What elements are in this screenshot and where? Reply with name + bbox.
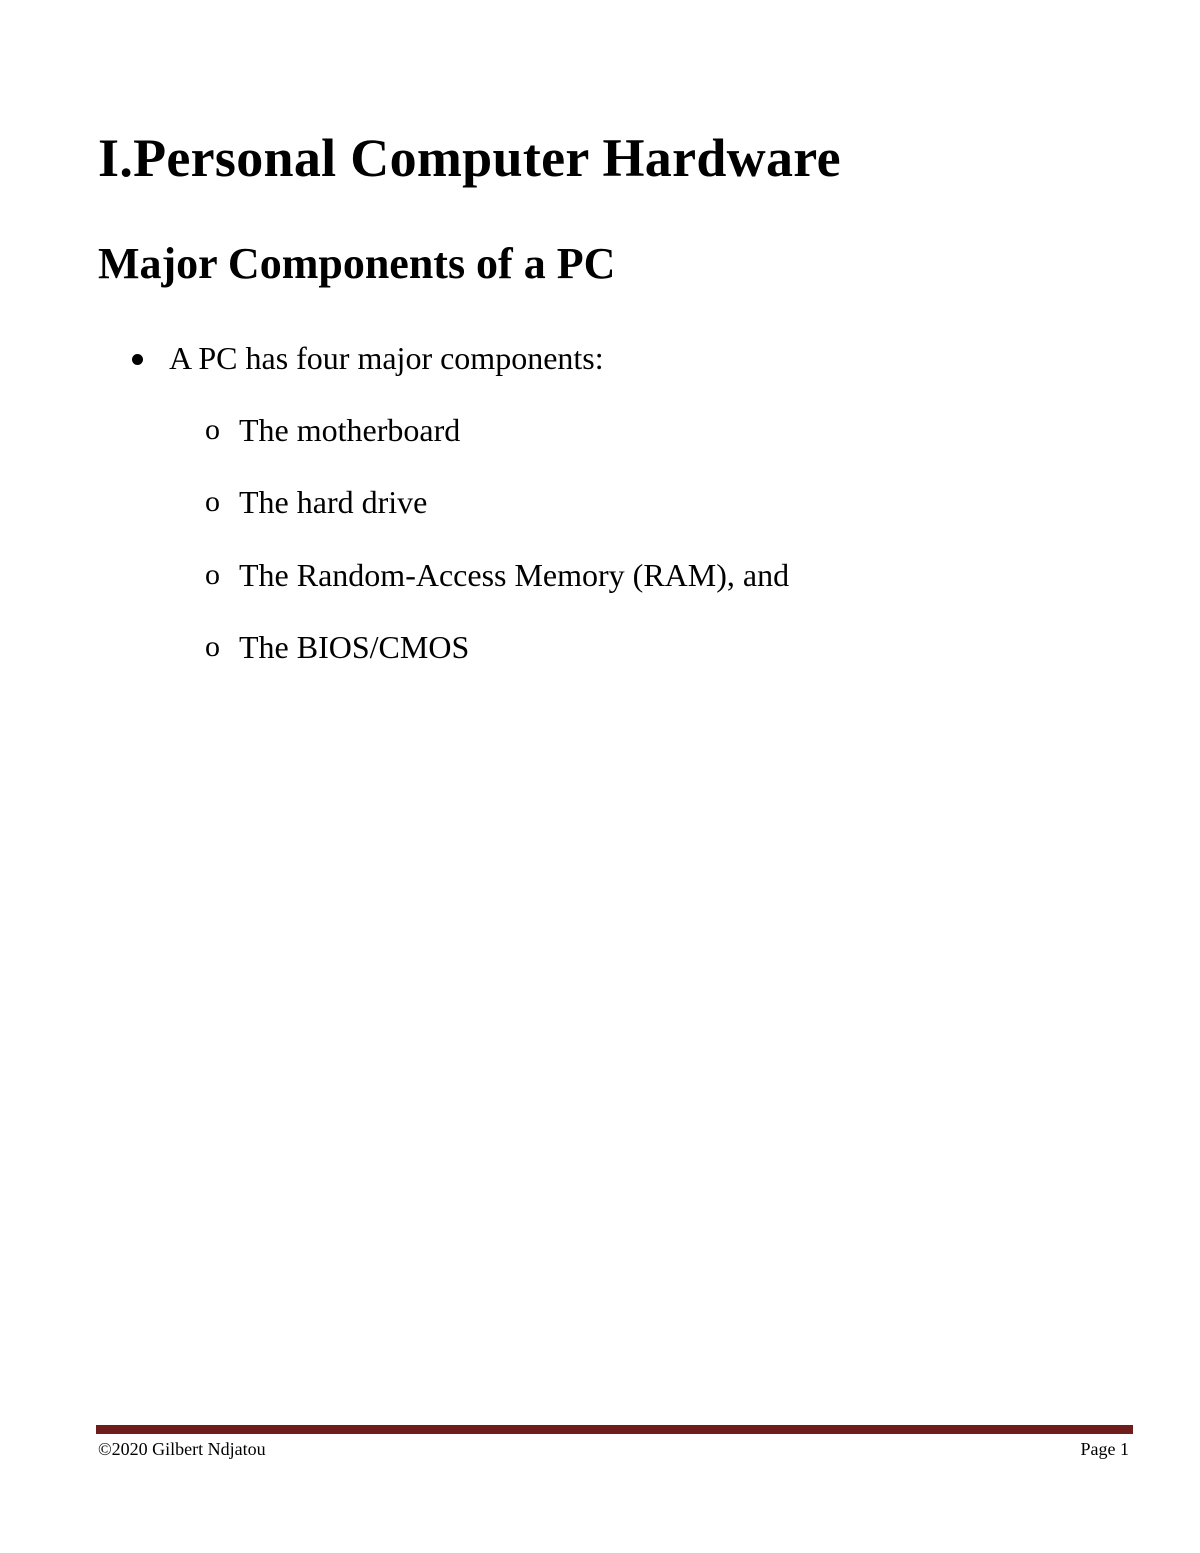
- hollow-circle-icon: o: [205, 558, 220, 591]
- hollow-circle-icon: o: [205, 485, 220, 518]
- footer-divider: [96, 1425, 1133, 1434]
- sub-list-item: [205, 553, 789, 597]
- hollow-circle-icon: o: [205, 630, 220, 663]
- page-title: I.Personal Computer Hardware: [98, 128, 841, 188]
- footer-page-number: Page 1: [1080, 1439, 1129, 1459]
- sub-list-item-text: The BIOS/CMOS: [239, 629, 470, 665]
- hollow-circle-icon: o: [205, 413, 220, 446]
- list-item-text: A PC has four major components:: [169, 340, 604, 376]
- bullet-disc-icon: [132, 354, 143, 365]
- sub-list-item-text: The Random-Access Memory (RAM), and: [239, 557, 790, 593]
- sub-list-item: [205, 625, 469, 669]
- list-item: [132, 336, 604, 380]
- sub-list-item-text: The hard drive: [239, 484, 428, 520]
- sub-list-item-text: The motherboard: [239, 412, 461, 448]
- sub-list-item: [205, 408, 460, 452]
- section-heading: Major Components of a PC: [98, 239, 616, 288]
- footer-copyright: ©2020 Gilbert Ndjatou: [98, 1439, 266, 1459]
- sub-list-item: [205, 480, 427, 524]
